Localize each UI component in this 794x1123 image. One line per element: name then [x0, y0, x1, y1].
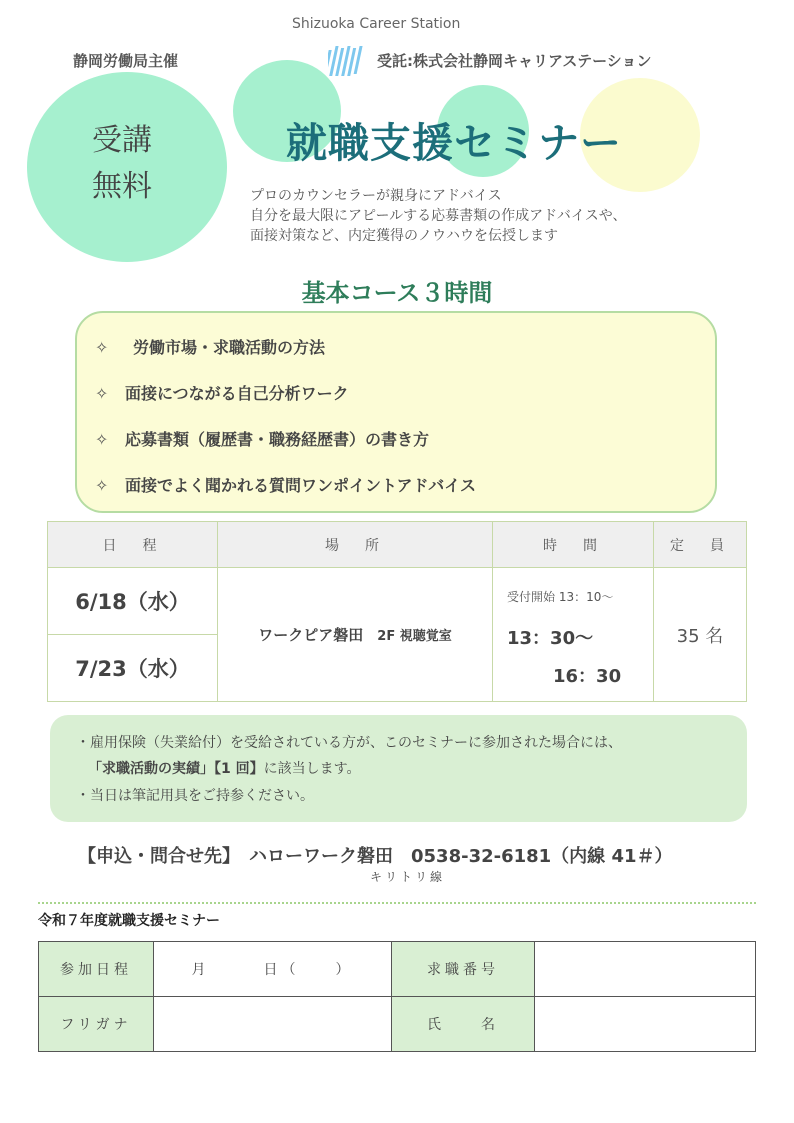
end-time: 16：30	[553, 666, 622, 687]
note-emphasis: 「求職活動の実績」【1 回】	[88, 761, 264, 777]
notes-box	[50, 715, 747, 822]
note-line	[88, 758, 361, 778]
sparkle-icon: ✧	[95, 338, 109, 357]
scs-logo-icon	[328, 44, 370, 78]
schedule-date: 7/23（水）	[48, 635, 218, 702]
start-time: 13：30〜	[507, 628, 594, 649]
free-badge-line2: 無料	[92, 169, 152, 204]
course-item-label: 面接につながる自己分析ワーク	[125, 384, 349, 403]
course-item	[95, 381, 349, 404]
description-line: 面接対策など、内定獲得のノウハウを伝授します	[250, 228, 558, 244]
schedule-time	[493, 568, 654, 702]
page-title: 就職支援セミナー	[286, 119, 622, 167]
note-line: ・雇用保険（失業給付）を受給されている方が、このセミナーに参加された場合には、	[76, 735, 622, 751]
participation-date-field[interactable]: 月 日（ ）	[154, 942, 392, 997]
description-line: 自分を最大限にアピールする応募書類の作成アドバイスや、	[250, 208, 627, 224]
form-row	[39, 997, 756, 1052]
course-item	[95, 335, 325, 358]
furigana-field[interactable]	[154, 997, 392, 1052]
note-text: に該当します。	[263, 761, 361, 777]
place-room: 2F 視聴覚室	[377, 629, 452, 644]
consign-company: 受託:株式会社静岡キャリアステーション	[377, 52, 652, 70]
form-row	[39, 942, 756, 997]
sparkle-icon: ✧	[95, 430, 109, 449]
label-participation-date: 参加日程	[39, 942, 154, 997]
header-date: 日 程	[48, 522, 218, 568]
name-field[interactable]	[535, 997, 756, 1052]
header-time: 時 間	[493, 522, 654, 568]
contact-info: 【申込・問合せ先】 ハローワーク磐田 0538-32-6181（内線 41＃）	[78, 846, 673, 867]
place-name: ワークピア磐田	[258, 626, 364, 644]
course-content-box	[75, 311, 717, 513]
description	[250, 186, 626, 246]
application-form	[38, 941, 756, 1052]
course-item-label: 応募書類（履歴書・職務経歴書）の書き方	[125, 430, 430, 449]
free-badge-line1: 受講	[92, 123, 152, 158]
job-seeker-number-field[interactable]	[535, 942, 756, 997]
label-furigana: フリガナ	[39, 997, 154, 1052]
course-item	[95, 473, 476, 496]
schedule-table	[47, 521, 747, 702]
brand-name: Shizuoka Career Station	[292, 16, 461, 32]
host-organization: 静岡労働局主催	[73, 52, 179, 70]
course-item-label: 面接でよく聞かれる質問ワンポイントアドバイス	[125, 476, 477, 495]
header-place: 場 所	[218, 522, 493, 568]
description-line: プロのカウンセラーが親身にアドバイス	[250, 188, 502, 204]
cut-line-label: キリトリ線	[370, 870, 446, 884]
course-item-label: 労働市場・求職活動の方法	[133, 338, 326, 357]
course-title: 基本コース３時間	[301, 279, 493, 307]
schedule-place	[218, 568, 493, 702]
sparkle-icon: ✧	[95, 476, 109, 495]
label-name: 氏 名	[392, 997, 535, 1052]
free-admission-badge	[27, 118, 217, 210]
label-job-seeker-number: 求職番号	[392, 942, 535, 997]
note-line: ・当日は筆記用具をご持参ください。	[76, 788, 314, 804]
cut-line	[38, 902, 756, 904]
form-title: 令和７年度就職支援セミナー	[38, 913, 220, 929]
schedule-date: 6/18（水）	[48, 568, 218, 635]
schedule-capacity: 35 名	[654, 568, 747, 702]
reception-time: 受付開始 13：10〜	[507, 590, 614, 604]
header-capacity: 定 員	[654, 522, 747, 568]
schedule-header-row	[48, 522, 747, 568]
course-item	[95, 427, 429, 450]
sparkle-icon: ✧	[95, 384, 109, 403]
schedule-row	[48, 568, 747, 635]
